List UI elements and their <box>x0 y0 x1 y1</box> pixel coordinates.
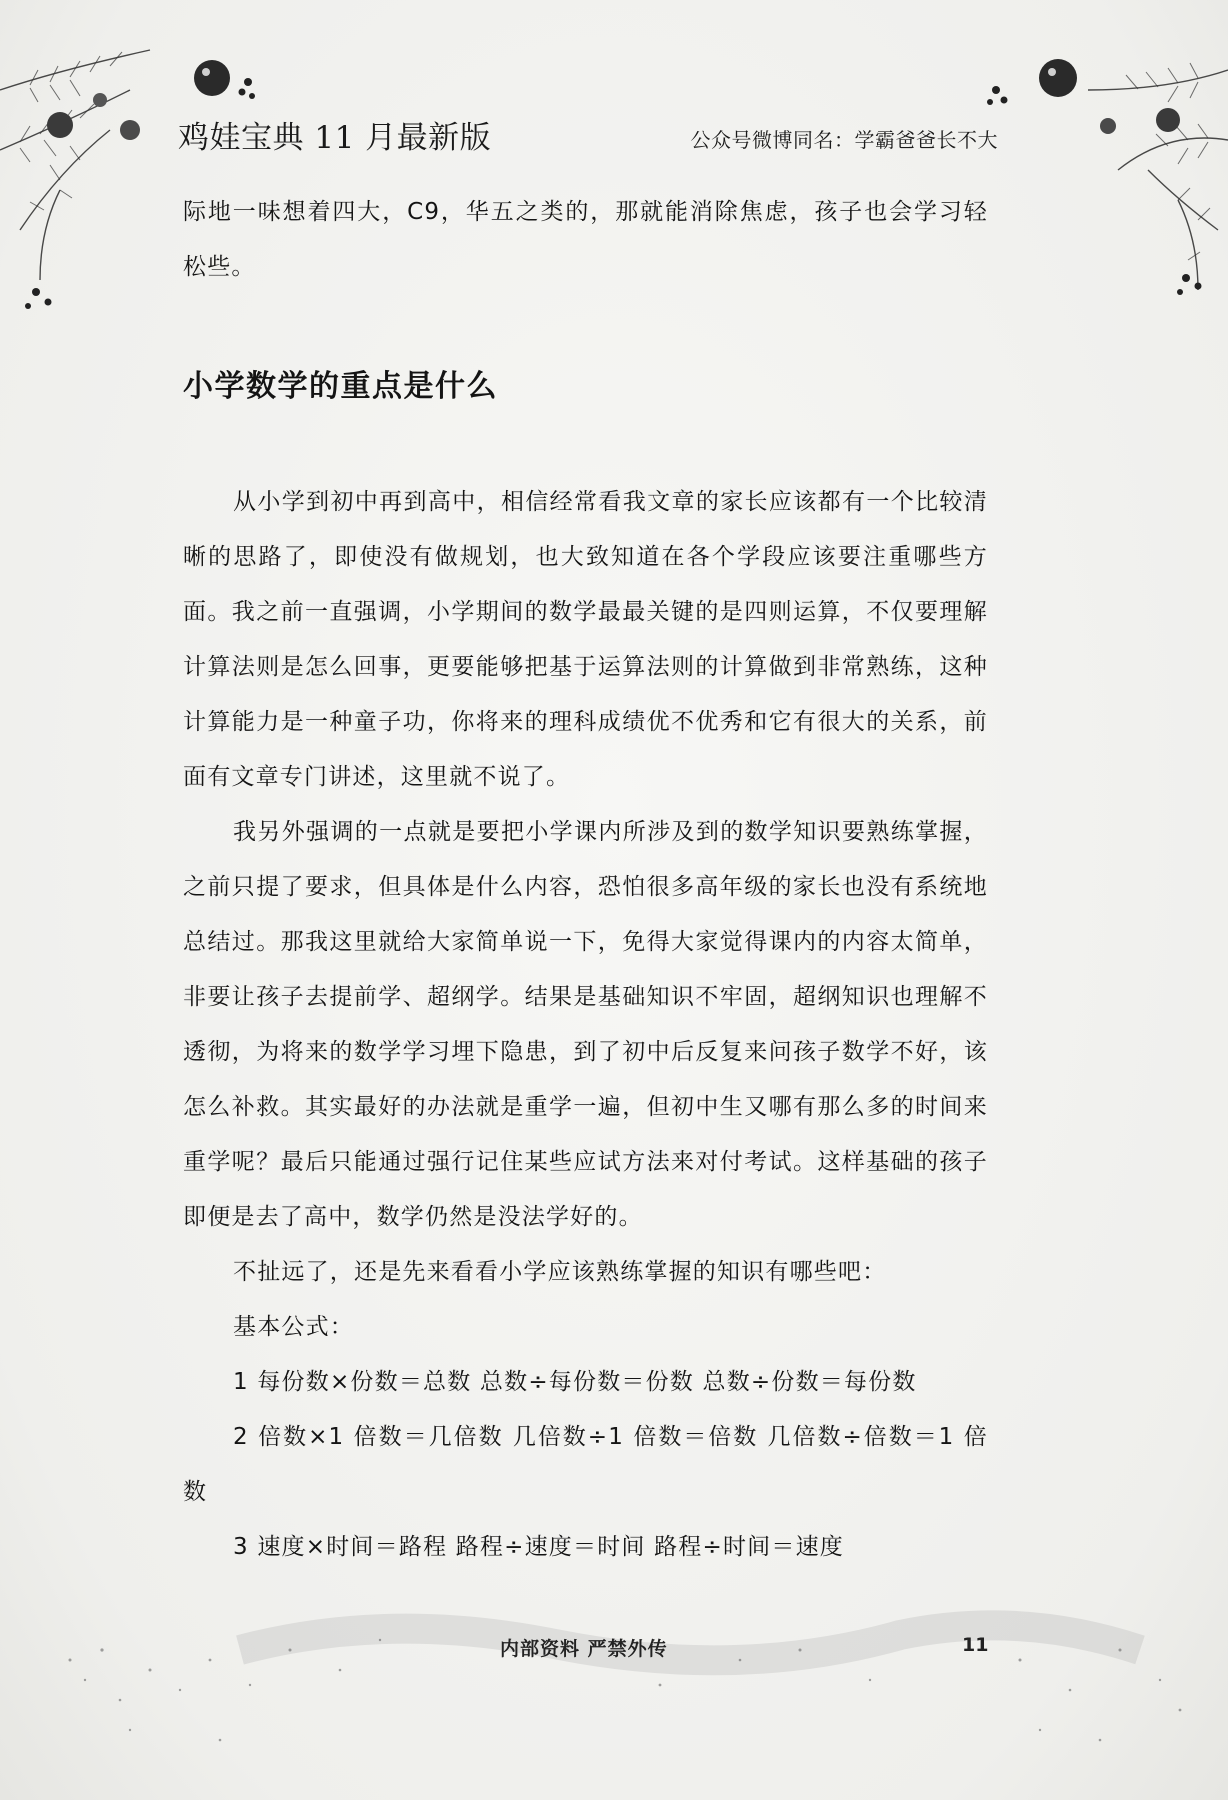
body-paragraph-3: 不扯远了，还是先来看看小学应该熟练掌握的知识有哪些吧： <box>233 1259 887 1285</box>
formula-line-1: 1 每份数×份数＝总数 总数÷每份数＝份数 总数÷份数＝每份数 <box>233 1369 917 1395</box>
formulas-label: 基本公式： <box>233 1314 354 1340</box>
body-paragraph-2: 我另外强调的一点就是要把小学课内所涉及到的数学知识要熟练掌握，之前只提了要求，但具体是什么内容，恐怕很多高年级的家长也没有系统地总结过。那我这里就给大家简单说一下，免得大家觉得课内的内容太简单，非要让孩子去提前学、超纲学。结果是基础知识不牢固，超纲知识也理解不透彻，为将来的数学学习埋下隐患，到了初中后反复来问孩子数学不好，该怎么补救。其实最好的办法就是重学一遍，但初中生又哪有那么多的时间来重学呢？最后只能通过强行记住某些应试方法来对付考试。这样基础的孩子即便是去了高中，数学仍然是没法学好的。 <box>183 819 988 1230</box>
formula-line-2: 2 倍数×1 倍数＝几倍数 几倍数÷1 倍数＝倍数 几倍数÷倍数＝1 倍数 <box>183 1424 988 1505</box>
page-content <box>183 185 988 1575</box>
snow-speckle-decoration <box>40 1590 1200 1760</box>
pine-branch-decoration-right <box>968 30 1228 330</box>
header-subtitle: 公众号微博同名：学霸爸爸长不大 <box>690 128 998 152</box>
intro-continuation-paragraph: 际地一味想着四大，C9，华五之类的，那就能消除焦虑，孩子也会学习轻松些。 <box>183 199 988 280</box>
document-title: 鸡娃宝典 11 月最新版 <box>178 120 492 156</box>
body-paragraph-1: 从小学到初中再到高中，相信经常看我文章的家长应该都有一个比较清晰的思路了，即使没有做规划，也大致知道在各个学段应该要注重哪些方面。我之前一直强调，小学期间的数学最最关键的是四则运算，不仅要理解计算法则是怎么回事，更要能够把基于运算法则的计算做到非常熟练，这种计算能力是一种童子功，你将来的理科成绩优不优秀和它有很大的关系，前面有文章专门讲述，这里就不说了。 <box>183 489 988 790</box>
footer-notice: 内部资料 严禁外传 <box>500 1638 668 1660</box>
section-heading: 小学数学的重点是什么 <box>183 369 498 404</box>
formula-line-3: 3 速度×时间＝路程 路程÷速度＝时间 路程÷时间＝速度 <box>233 1534 844 1560</box>
page-number: 11 <box>962 1634 989 1656</box>
page-header <box>178 112 998 160</box>
